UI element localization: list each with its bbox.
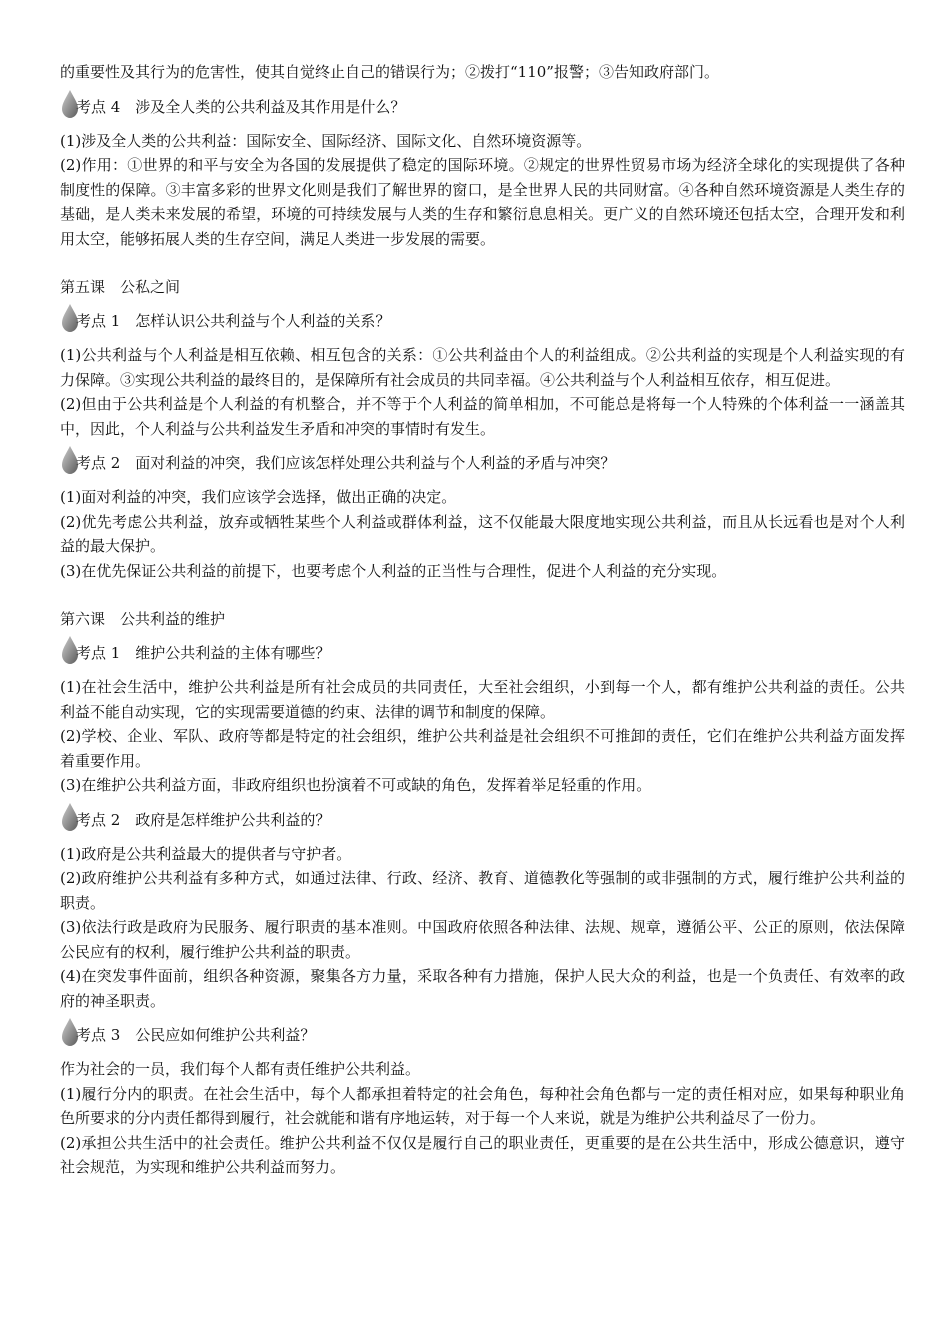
body-line: (1)公共利益与个人利益是相互依赖、相互包含的关系：①公共利益由个人的利益组成。②公共利益的实现是个人利益实现的有力保障。③实现公共利益的最终目的，是保障所有社会成员的共同幸福。④公共利益与个人利益相互依存，相互促进。 — [60, 346, 905, 389]
kaodian-heading — [60, 802, 905, 836]
kaodian-heading — [60, 1017, 905, 1051]
body-line: (2)政府维护公共利益有多种方式，如通过法律、行政、经济、教育、道德教化等强制的或非强制的方式，履行维护公共利益的职责。 — [60, 869, 905, 912]
kaodian-title: 考点 4 涉及全人类的公共利益及其作用是什么？ — [76, 97, 406, 116]
document-page — [60, 60, 905, 1180]
body-line: (3)在维护公共利益方面，非政府组织也扮演着不可或缺的角色，发挥着举足轻重的作用。 — [60, 776, 652, 794]
kaodian-heading — [60, 303, 905, 337]
body-line: (1)在社会生活中，维护公共利益是所有社会成员的共同责任，大至社会组织，小到每一个人，都有维护公共利益的责任。公共利益不能自动实现，它的实现需要道德的约束、法律的调节和制度的保障。 — [60, 678, 905, 721]
body-line: (4)在突发事件面前，组织各种资源，聚集各方力量，采取各种有力措施，保护人民大众的利益，也是一个负责任、有效率的政府的神圣职责。 — [60, 967, 905, 1010]
kaodian-heading — [60, 635, 905, 669]
lesson-title: 第五课 公私之间 — [60, 278, 181, 296]
kaodian-title: 考点 3 公民应如何维护公共利益？ — [76, 1026, 316, 1044]
body-line: (1)面对利益的冲突，我们应该学会选择，做出正确的决定。 — [60, 488, 457, 506]
kaodian-title: 考点 2 面对利益的冲突，我们应该怎样处理公共利益与个人利益的矛盾与冲突？ — [76, 454, 616, 472]
body-line: (1)政府是公共利益最大的提供者与守护者。 — [60, 844, 352, 863]
body-line: (3)在优先保证公共利益的前提下，也要考虑个人利益的正当性与合理性，促进个人利益的充分实现。 — [60, 561, 727, 580]
kaodian-title: 考点 1 维护公共利益的主体有哪些？ — [76, 644, 331, 662]
kaodian-heading — [60, 89, 905, 123]
body-line: (2)承担公共生活中的社会责任。维护公共利益不仅仅是履行自己的职业责任，更重要的是在公共生活中，形成公德意识，遵守社会规范，为实现和维护公共利益而努力。 — [60, 1133, 905, 1176]
body-line: (2)作用：①世界的和平与安全为各国的发展提供了稳定的国际环境。②规定的世界性贸易市场为经济全球化的实现提供了各种制度性的保障。③丰富多彩的世界文化则是我们了解世界的窗口，是全世界人民的共同财富。④各种自然环境资源是人类生存的基础，是人类未来发展的希望，环境的可持续发展与人类的生存和繁衍息息相关。更广义的自然环境还包括太空，合理开发和利用太空，能够拓展人类的生存空间，满足人类进一步发展的需要。 — [60, 156, 905, 248]
kaodian-heading — [60, 445, 905, 479]
body-line: (2)但由于公共利益是个人利益的有机整合，并不等于个人利益的简单相加，不可能总是将每一个人特殊的个体利益一一涵盖其中，因此，个人利益与公共利益发生矛盾和冲突的事情时有发生。 — [60, 395, 905, 438]
body-line: (1)涉及全人类的公共利益：国际安全、国际经济、国际文化、自然环境资源等。 — [60, 131, 592, 150]
body-line: (3)依法行政是政府为民服务、履行职责的基本准则。中国政府依照各种法律、法规、规章，遵循公平、公正的原则，依法保障公民应有的权利，履行维护公共利益的职责。 — [60, 918, 905, 961]
kaodian-title: 考点 1 怎样认识公共利益与个人利益的关系？ — [76, 312, 391, 330]
intro-line: 的重要性及其行为的危害性，使其自觉终止自己的错误行为；②拨打“110”报警；③告知政府部门。 — [60, 63, 719, 81]
body-line: (1)履行分内的职责。在社会生活中，每个人都承担着特定的社会角色，每种社会角色都与一定的责任相对应，如果每种职业角色所要求的分内责任都得到履行，社会就能和谐有序地运转，对于每一个人来说，就是为维护公共利益尽了一份力。 — [60, 1084, 905, 1127]
lesson-title: 第六课 公共利益的维护 — [60, 610, 226, 628]
body-line: (2)优先考虑公共利益，放弃或牺牲某些个人利益或群体利益，这不仅能最大限度地实现公共利益，而且从长远看也是对个人利益的最大保护。 — [60, 512, 905, 555]
body-line: (2)学校、企业、军队、政府等都是特定的社会组织，维护公共利益是社会组织不可推卸的责任，它们在维护公共利益方面发挥着重要作用。 — [60, 727, 905, 770]
kaodian-title: 考点 2 政府是怎样维护公共利益的？ — [76, 810, 331, 829]
body-line: 作为社会的一员，我们每个人都有责任维护公共利益。 — [60, 1060, 421, 1078]
